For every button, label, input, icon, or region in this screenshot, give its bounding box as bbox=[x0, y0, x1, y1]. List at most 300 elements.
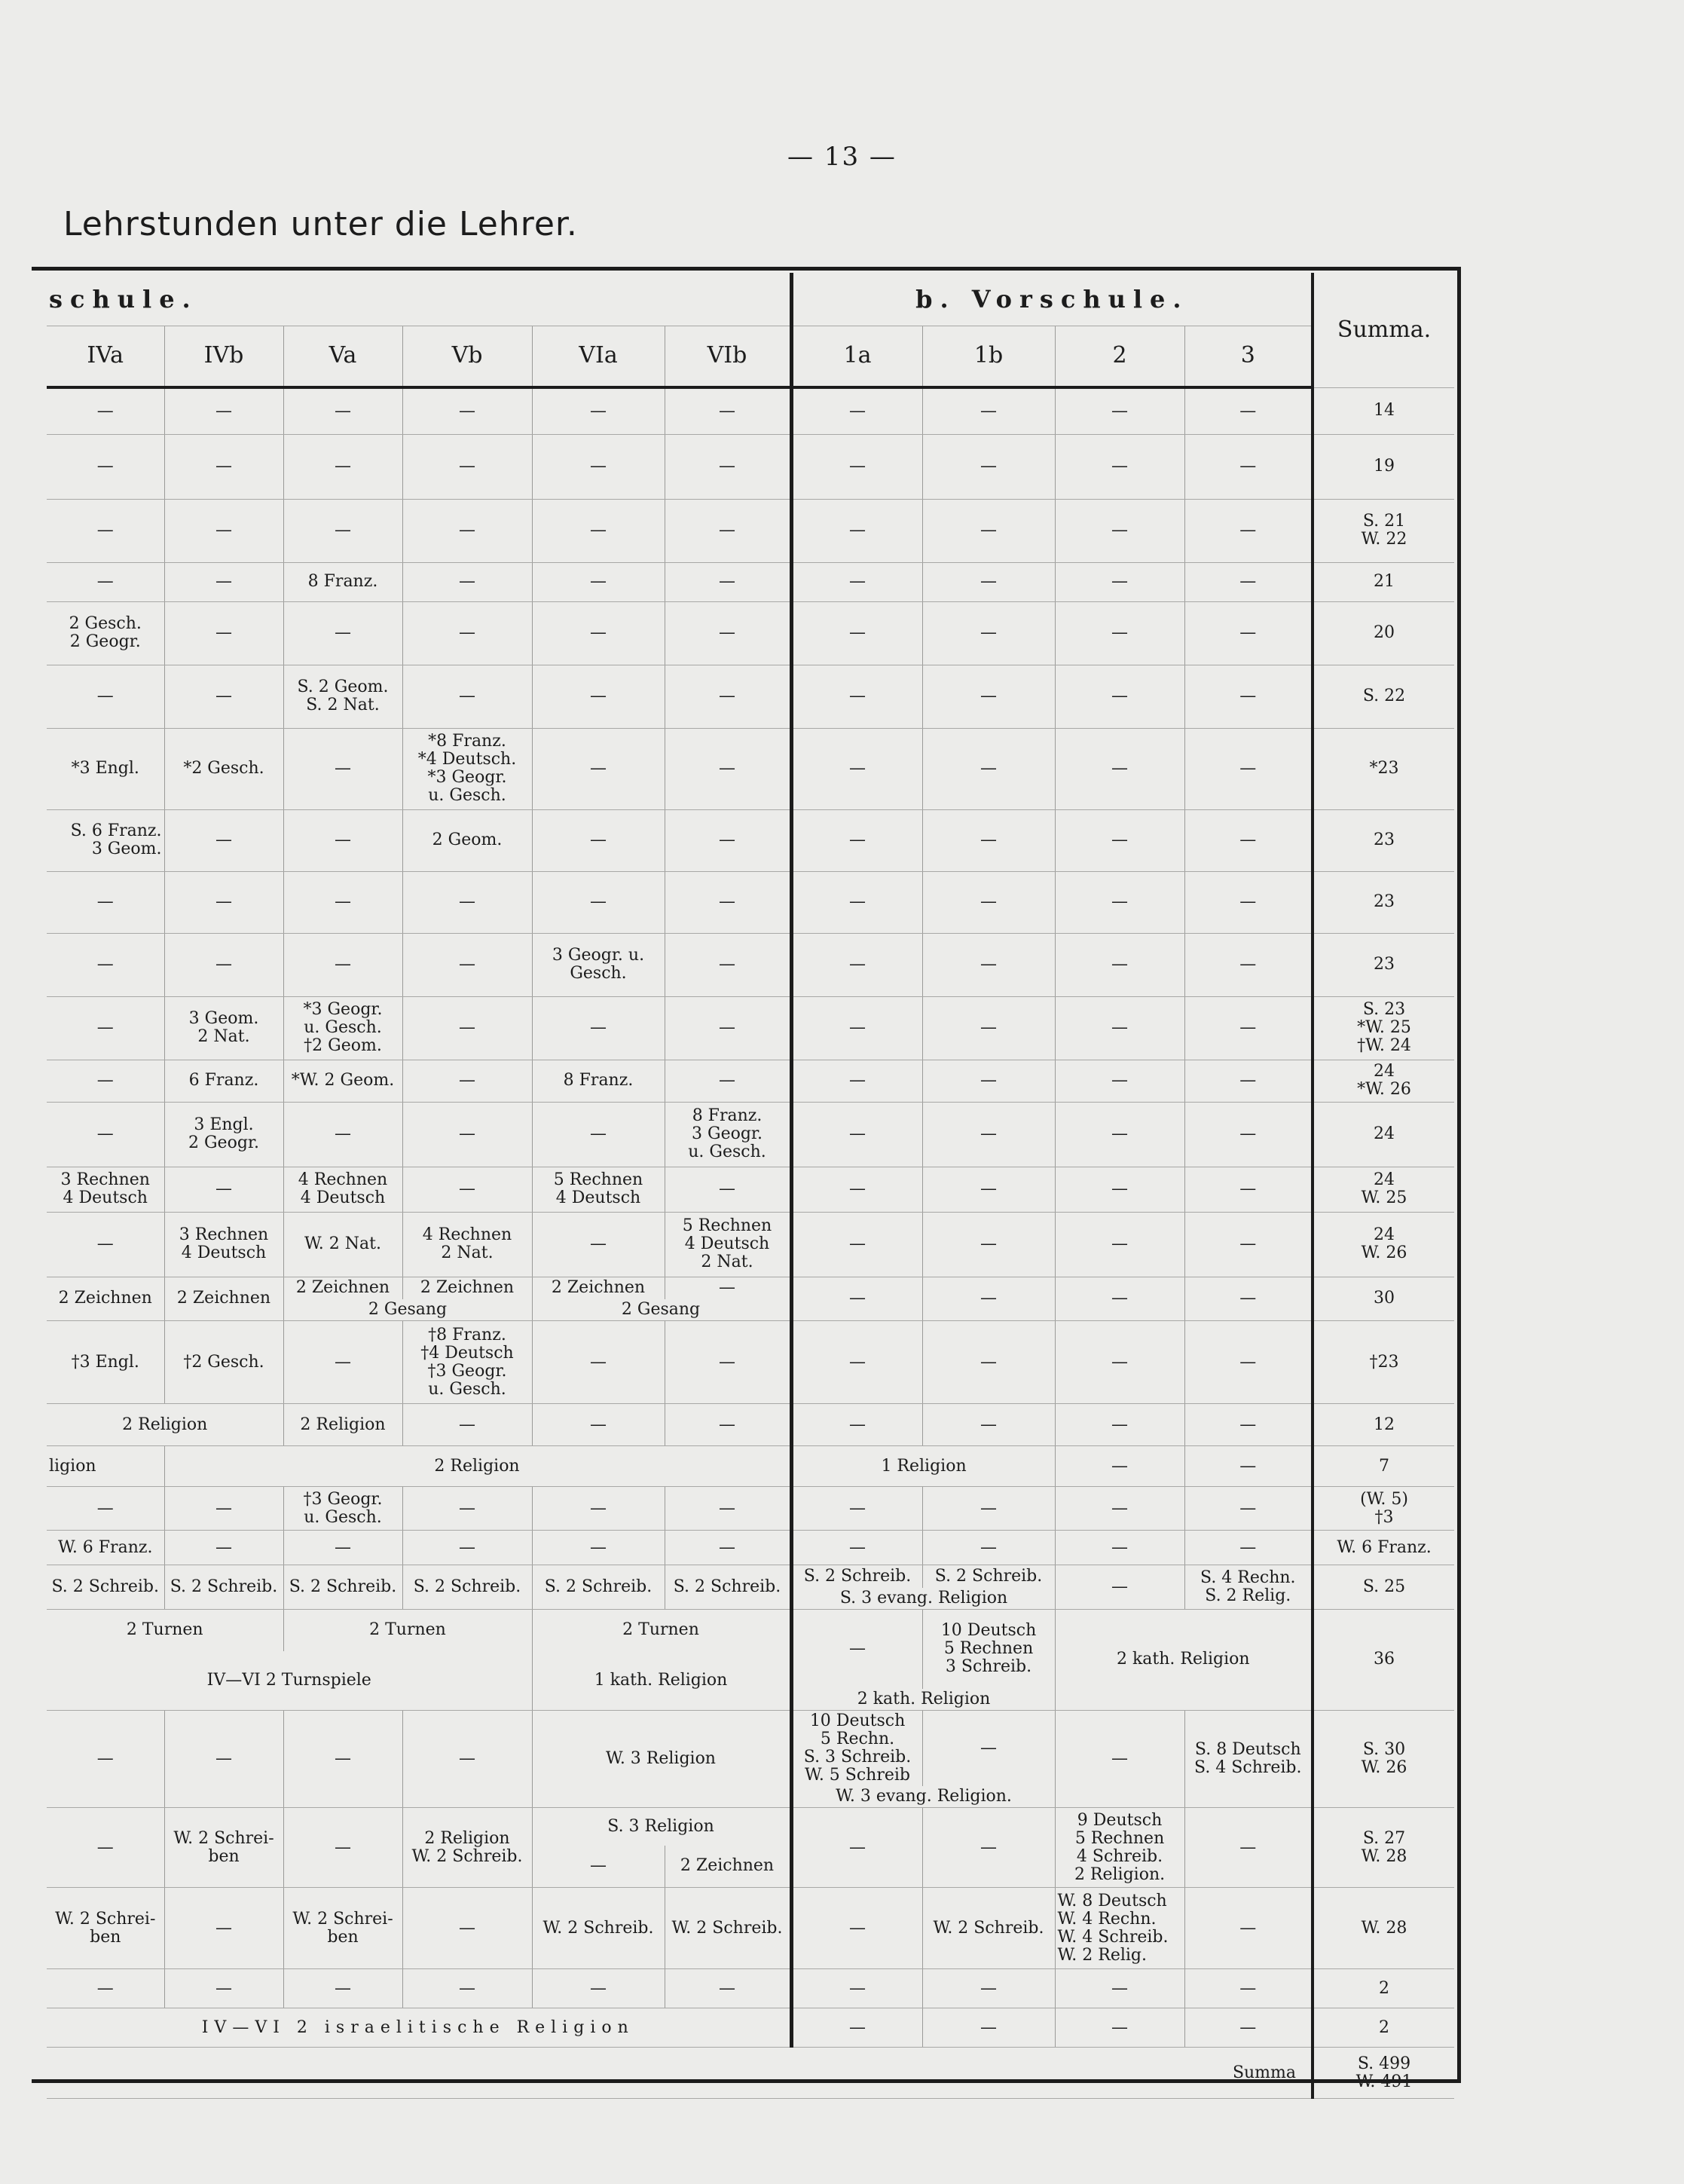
summa-cell: 21 bbox=[1313, 562, 1454, 601]
cell: — bbox=[665, 562, 791, 601]
summa-cell: S. 23 *W. 25 †W. 24 bbox=[1313, 996, 1454, 1060]
cell: — bbox=[665, 933, 791, 996]
cell: — bbox=[1184, 601, 1313, 665]
cell: IV—VI 2 israelitische Religion bbox=[47, 2008, 791, 2048]
cell: — bbox=[402, 1711, 532, 1808]
cell: 2 Zeichnen bbox=[532, 1277, 665, 1299]
cell: S. 2 Geom. S. 2 Nat. bbox=[283, 665, 402, 728]
cell: — bbox=[791, 871, 922, 933]
cell: 4 Rechnen 4 Deutsch bbox=[283, 1167, 402, 1212]
cell: — bbox=[164, 601, 283, 665]
cell: — bbox=[1055, 1531, 1184, 1565]
cell: — bbox=[791, 1888, 922, 1969]
cell: — bbox=[665, 1321, 791, 1404]
table-row bbox=[47, 809, 1454, 871]
cell: — bbox=[532, 1321, 665, 1404]
cell: 5 Rechnen 4 Deutsch 2 Nat. bbox=[665, 1212, 791, 1277]
cell: — bbox=[532, 601, 665, 665]
cell: — bbox=[665, 1060, 791, 1102]
cell: — bbox=[164, 387, 283, 434]
cell: W. 3 evang. Religion. bbox=[791, 1786, 1055, 1808]
table-row bbox=[47, 434, 1454, 499]
table-row bbox=[47, 871, 1454, 933]
cell: S. 2 Schreib. bbox=[283, 1565, 402, 1610]
cell: — bbox=[1184, 1102, 1313, 1167]
cell: — bbox=[1055, 809, 1184, 871]
cell: †3 Geogr. u. Gesch. bbox=[283, 1487, 402, 1531]
cell: — bbox=[1184, 665, 1313, 728]
summa-cell: S. 21 W. 22 bbox=[1313, 499, 1454, 562]
cell: S. 3 evang. Religion bbox=[791, 1588, 1055, 1610]
cell: — bbox=[922, 1102, 1055, 1167]
cell: — bbox=[922, 996, 1055, 1060]
cell: *8 Franz. *4 Deutsch. *3 Geogr. u. Gesch. bbox=[402, 728, 532, 809]
cell: — bbox=[791, 1404, 922, 1446]
cell: — bbox=[164, 434, 283, 499]
cell: 8 Franz. bbox=[283, 562, 402, 601]
cell: — bbox=[922, 1212, 1055, 1277]
cell: — bbox=[791, 665, 922, 728]
cell: 2 Gesang bbox=[532, 1299, 791, 1321]
column-header: 2 bbox=[1055, 326, 1184, 387]
cell: — bbox=[47, 499, 164, 562]
cell: — bbox=[532, 562, 665, 601]
cell: — bbox=[402, 562, 532, 601]
cell: W. 2 Schreib. bbox=[665, 1888, 791, 1969]
cell: — bbox=[164, 1531, 283, 1565]
cell: — bbox=[1055, 601, 1184, 665]
cell: — bbox=[1184, 387, 1313, 434]
table-row bbox=[47, 1711, 1454, 1787]
table-row bbox=[47, 1531, 1454, 1565]
cell: 2 Zeichnen bbox=[47, 1277, 164, 1321]
cell: — bbox=[1184, 1888, 1313, 1969]
cell: — bbox=[532, 665, 665, 728]
cell: — bbox=[665, 499, 791, 562]
summa-cell: 23 bbox=[1313, 809, 1454, 871]
cell: — bbox=[283, 1808, 402, 1888]
cell: — bbox=[665, 1531, 791, 1565]
cell: — bbox=[283, 1711, 402, 1808]
cell: — bbox=[532, 728, 665, 809]
cell: — bbox=[164, 499, 283, 562]
cell: — bbox=[665, 1404, 791, 1446]
summa-cell: 19 bbox=[1313, 434, 1454, 499]
cell: — bbox=[922, 601, 1055, 665]
cell: — bbox=[922, 1060, 1055, 1102]
table-row bbox=[47, 1060, 1454, 1102]
cell: — bbox=[922, 562, 1055, 601]
cell: S. 2 Schreib. bbox=[164, 1565, 283, 1610]
cell: — bbox=[402, 665, 532, 728]
section-b-title: b. Vorschule. bbox=[791, 273, 1313, 326]
cell: 2 Religion bbox=[283, 1404, 402, 1446]
cell: — bbox=[47, 871, 164, 933]
cell: — bbox=[791, 601, 922, 665]
cell: 6 Franz. bbox=[164, 1060, 283, 1102]
cell: †2 Gesch. bbox=[164, 1321, 283, 1404]
cell: — bbox=[922, 1808, 1055, 1888]
cell: — bbox=[47, 1487, 164, 1531]
cell: — bbox=[665, 809, 791, 871]
table-row bbox=[47, 1167, 1454, 1212]
cell: — bbox=[47, 434, 164, 499]
cell: — bbox=[47, 1969, 164, 2008]
cell: — bbox=[402, 933, 532, 996]
table-row bbox=[47, 1609, 1454, 1651]
table-row bbox=[47, 665, 1454, 728]
cell: — bbox=[532, 1102, 665, 1167]
cell: — bbox=[791, 1167, 922, 1212]
cell: — bbox=[665, 1487, 791, 1531]
table-row bbox=[47, 499, 1454, 562]
cell: — bbox=[922, 499, 1055, 562]
cell: — bbox=[283, 1102, 402, 1167]
cell: — bbox=[532, 1487, 665, 1531]
cell: — bbox=[922, 434, 1055, 499]
cell: S. 2 Schreib. bbox=[47, 1565, 164, 1610]
column-header: VIa bbox=[532, 326, 665, 387]
table-row bbox=[47, 1321, 1454, 1404]
cell: — bbox=[1055, 996, 1184, 1060]
summa-cell: 30 bbox=[1313, 1277, 1454, 1321]
cell: 1 Religion bbox=[791, 1446, 1055, 1487]
cell: — bbox=[922, 728, 1055, 809]
summa-cell: *23 bbox=[1313, 728, 1454, 809]
cell: *3 Geogr. u. Gesch. †2 Geom. bbox=[283, 996, 402, 1060]
table-row bbox=[47, 562, 1454, 601]
cell: — bbox=[402, 1060, 532, 1102]
cell: — bbox=[283, 1969, 402, 2008]
cell: 2 Turnen bbox=[532, 1609, 791, 1651]
cell: — bbox=[1184, 933, 1313, 996]
cell: — bbox=[1055, 1487, 1184, 1531]
table-row bbox=[47, 1888, 1454, 1969]
cell: S. 2 Schreib. bbox=[791, 1565, 922, 1588]
summa-cell: 2 bbox=[1313, 1969, 1454, 2008]
summa-cell: 23 bbox=[1313, 871, 1454, 933]
cell: — bbox=[1184, 1167, 1313, 1212]
cell: 3 Rechnen 4 Deutsch bbox=[164, 1212, 283, 1277]
cell: — bbox=[532, 387, 665, 434]
cell: *2 Gesch. bbox=[164, 728, 283, 809]
cell: — bbox=[665, 996, 791, 1060]
cell: 3 Engl. 2 Geogr. bbox=[164, 1102, 283, 1167]
cell: — bbox=[164, 1969, 283, 2008]
cell: — bbox=[1055, 387, 1184, 434]
cell: — bbox=[665, 1969, 791, 2008]
table-row bbox=[47, 1277, 1454, 1299]
cell: — bbox=[164, 809, 283, 871]
cell: — bbox=[922, 1404, 1055, 1446]
cell: W. 2 Schrei- ben bbox=[283, 1888, 402, 1969]
cell: — bbox=[1184, 1060, 1313, 1102]
cell: — bbox=[532, 1404, 665, 1446]
cell: — bbox=[1055, 1167, 1184, 1212]
cell: — bbox=[47, 387, 164, 434]
table-row bbox=[47, 387, 1454, 434]
cell: 2 Religion W. 2 Schreib. bbox=[402, 1808, 532, 1888]
cell: — bbox=[922, 2008, 1055, 2048]
cell: — bbox=[1055, 1446, 1184, 1487]
cell: 2 Religion bbox=[47, 1404, 283, 1446]
cell: — bbox=[402, 1404, 532, 1446]
cell: S. 6 Franz. 3 Geom. bbox=[47, 809, 164, 871]
cell: — bbox=[791, 1321, 922, 1404]
summa-cell: 2 bbox=[1313, 2008, 1454, 2048]
cell: — bbox=[1055, 1969, 1184, 2008]
cell: — bbox=[164, 1487, 283, 1531]
column-header-row bbox=[47, 326, 1454, 387]
cell: — bbox=[283, 387, 402, 434]
cell: 2 Gesang bbox=[283, 1299, 532, 1321]
cell: 2 Turnen bbox=[47, 1609, 283, 1651]
cell: — bbox=[791, 1531, 922, 1565]
cell: 2 Turnen bbox=[283, 1609, 532, 1651]
cell: — bbox=[532, 1846, 665, 1888]
summa-cell: S. 22 bbox=[1313, 665, 1454, 728]
cell: — bbox=[791, 562, 922, 601]
cell: — bbox=[922, 665, 1055, 728]
cell: — bbox=[164, 1167, 283, 1212]
cell: — bbox=[1184, 434, 1313, 499]
cell: — bbox=[922, 1321, 1055, 1404]
table-row bbox=[47, 728, 1454, 809]
summa-cell: 24 W. 26 bbox=[1313, 1212, 1454, 1277]
summa-cell: †23 bbox=[1313, 1321, 1454, 1404]
cell: 8 Franz. 3 Geogr. u. Gesch. bbox=[665, 1102, 791, 1167]
summa-cell: 24 *W. 26 bbox=[1313, 1060, 1454, 1102]
cell: — bbox=[922, 1711, 1055, 1787]
summa-cell: 23 bbox=[1313, 933, 1454, 996]
cell: 10 Deutsch 5 Rechnen 3 Schreib. bbox=[922, 1609, 1055, 1689]
cell: †8 Franz. †4 Deutsch †3 Geogr. u. Gesch. bbox=[402, 1321, 532, 1404]
cell: — bbox=[922, 871, 1055, 933]
cell: — bbox=[1184, 996, 1313, 1060]
cell: 2 Zeichnen bbox=[402, 1277, 532, 1299]
page-title: Lehrstunden unter die Lehrer. bbox=[63, 205, 578, 243]
cell: — bbox=[1055, 1404, 1184, 1446]
table-row bbox=[47, 1487, 1454, 1531]
cell: — bbox=[1184, 499, 1313, 562]
cell: — bbox=[47, 996, 164, 1060]
cell: — bbox=[1055, 1212, 1184, 1277]
cell: — bbox=[402, 387, 532, 434]
cell: — bbox=[1184, 1808, 1313, 1888]
cell: — bbox=[665, 728, 791, 809]
column-header: 1b bbox=[922, 326, 1055, 387]
cell: 2 Geom. bbox=[402, 809, 532, 871]
cell: 2 Zeichnen bbox=[665, 1846, 791, 1888]
cell: — bbox=[532, 871, 665, 933]
cell: — bbox=[283, 728, 402, 809]
cell: — bbox=[922, 1487, 1055, 1531]
cell: — bbox=[1055, 1277, 1184, 1321]
table-row bbox=[47, 1446, 1454, 1487]
teaching-hours-table bbox=[47, 273, 1454, 2099]
cell: — bbox=[402, 601, 532, 665]
cell: — bbox=[47, 1212, 164, 1277]
cell: — bbox=[1055, 2008, 1184, 2048]
column-header: IVb bbox=[164, 326, 283, 387]
totals-label: Summa bbox=[47, 2048, 1313, 2099]
cell: 2 Zeichnen bbox=[283, 1277, 402, 1299]
cell: — bbox=[402, 871, 532, 933]
cell: 3 Rechnen 4 Deutsch bbox=[47, 1167, 164, 1212]
summa-cell: S. 30 W. 26 bbox=[1313, 1711, 1454, 1808]
cell: — bbox=[1184, 1969, 1313, 2008]
summa-cell: 14 bbox=[1313, 387, 1454, 434]
cell: — bbox=[791, 728, 922, 809]
cell: 9 Deutsch 5 Rechnen 4 Schreib. 2 Religion. bbox=[1055, 1808, 1184, 1888]
cell: — bbox=[47, 562, 164, 601]
cell: — bbox=[1184, 1487, 1313, 1531]
cell: — bbox=[791, 1487, 922, 1531]
cell: — bbox=[665, 601, 791, 665]
cell: — bbox=[402, 1531, 532, 1565]
cell: — bbox=[665, 387, 791, 434]
cell: — bbox=[532, 1969, 665, 2008]
cell: — bbox=[283, 499, 402, 562]
cell: — bbox=[532, 996, 665, 1060]
cell: — bbox=[283, 1321, 402, 1404]
cell: — bbox=[791, 1609, 922, 1689]
cell: 5 Rechnen 4 Deutsch bbox=[532, 1167, 665, 1212]
cell: — bbox=[283, 601, 402, 665]
cell: — bbox=[1184, 1321, 1313, 1404]
cell: 8 Franz. bbox=[532, 1060, 665, 1102]
cell: S. 2 Schreib. bbox=[532, 1565, 665, 1610]
cell: — bbox=[1055, 434, 1184, 499]
cell: — bbox=[791, 499, 922, 562]
cell: S. 4 Rechn. S. 2 Relig. bbox=[1184, 1565, 1313, 1610]
cell: — bbox=[665, 1277, 791, 1299]
cell: — bbox=[1055, 871, 1184, 933]
cell: — bbox=[665, 434, 791, 499]
column-header: Vb bbox=[402, 326, 532, 387]
cell: — bbox=[532, 1531, 665, 1565]
cell: — bbox=[283, 809, 402, 871]
cell: W. 2 Schreib. bbox=[922, 1888, 1055, 1969]
cell: — bbox=[922, 387, 1055, 434]
cell: 3 Geogr. u. Gesch. bbox=[532, 933, 665, 996]
cell: — bbox=[402, 996, 532, 1060]
cell: — bbox=[1055, 1321, 1184, 1404]
cell: — bbox=[922, 1969, 1055, 2008]
cell: — bbox=[164, 871, 283, 933]
cell: — bbox=[791, 434, 922, 499]
summa-cell: S. 27 W. 28 bbox=[1313, 1808, 1454, 1888]
cell: S. 2 Schreib. bbox=[922, 1565, 1055, 1588]
cell: †3 Engl. bbox=[47, 1321, 164, 1404]
cell: — bbox=[791, 1060, 922, 1102]
cell: — bbox=[47, 1060, 164, 1102]
cell: — bbox=[47, 1102, 164, 1167]
cell: — bbox=[532, 434, 665, 499]
cell: — bbox=[402, 1888, 532, 1969]
cell: W. 8 Deutsch W. 4 Rechn. W. 4 Schreib. W. 2 Relig. bbox=[1055, 1888, 1184, 1969]
cell: — bbox=[922, 933, 1055, 996]
table-row bbox=[47, 601, 1454, 665]
summa-cell: 24 bbox=[1313, 1102, 1454, 1167]
cell: — bbox=[922, 1167, 1055, 1212]
cell: — bbox=[1055, 1102, 1184, 1167]
cell: — bbox=[1055, 665, 1184, 728]
cell: — bbox=[283, 1531, 402, 1565]
cell: *W. 2 Geom. bbox=[283, 1060, 402, 1102]
table-row bbox=[47, 933, 1454, 996]
cell: — bbox=[402, 1167, 532, 1212]
cell: 2 kath. Religion bbox=[791, 1689, 1055, 1711]
summa-cell: 12 bbox=[1313, 1404, 1454, 1446]
cell: 3 Geom. 2 Nat. bbox=[164, 996, 283, 1060]
section-a-title: schule. bbox=[47, 273, 791, 326]
cell: — bbox=[1184, 562, 1313, 601]
cell: S. 2 Schreib. bbox=[665, 1565, 791, 1610]
cell: W. 6 Franz. bbox=[47, 1531, 164, 1565]
cell: W. 2 Schreib. bbox=[532, 1888, 665, 1969]
cell: — bbox=[164, 665, 283, 728]
cell: — bbox=[47, 933, 164, 996]
cell: — bbox=[283, 871, 402, 933]
cell: — bbox=[1055, 1565, 1184, 1610]
table-row bbox=[47, 2008, 1454, 2048]
cell: — bbox=[1184, 2008, 1313, 2048]
cell: — bbox=[402, 1969, 532, 2008]
cell: — bbox=[164, 1711, 283, 1808]
cell: — bbox=[922, 1277, 1055, 1321]
table-row bbox=[47, 1565, 1454, 1588]
cell: — bbox=[791, 809, 922, 871]
cell: W. 2 Nat. bbox=[283, 1212, 402, 1277]
table-row bbox=[47, 1404, 1454, 1446]
section-header-row bbox=[47, 273, 1454, 326]
cell: — bbox=[665, 665, 791, 728]
column-header: VIb bbox=[665, 326, 791, 387]
cell: — bbox=[665, 871, 791, 933]
cell: — bbox=[1055, 933, 1184, 996]
column-header: 1a bbox=[791, 326, 922, 387]
cell: W. 3 Religion bbox=[532, 1711, 791, 1808]
cell: 2 Zeichnen bbox=[164, 1277, 283, 1321]
column-header: Va bbox=[283, 326, 402, 387]
cell: — bbox=[164, 1888, 283, 1969]
cell: — bbox=[402, 499, 532, 562]
totals-row bbox=[47, 2048, 1454, 2099]
cell: — bbox=[791, 2008, 922, 2048]
page-number: — 13 — bbox=[787, 142, 897, 172]
cell: — bbox=[665, 1167, 791, 1212]
cell: — bbox=[1184, 1446, 1313, 1487]
summa-cell: 24 W. 25 bbox=[1313, 1167, 1454, 1212]
cell: — bbox=[791, 996, 922, 1060]
cell: — bbox=[402, 1487, 532, 1531]
cell: — bbox=[532, 1212, 665, 1277]
table-row bbox=[47, 996, 1454, 1060]
cell: 4 Rechnen 2 Nat. bbox=[402, 1212, 532, 1277]
summa-cell: 36 bbox=[1313, 1609, 1454, 1711]
cell: — bbox=[1184, 728, 1313, 809]
cell: — bbox=[1055, 499, 1184, 562]
summa-cell: 20 bbox=[1313, 601, 1454, 665]
cell: IV—VI 2 Turnspiele bbox=[47, 1651, 532, 1711]
column-header: 3 bbox=[1184, 326, 1313, 387]
cell: S. 8 Deutsch S. 4 Schreib. bbox=[1184, 1711, 1313, 1808]
cell: — bbox=[47, 665, 164, 728]
cell: S. 2 Schreib. bbox=[402, 1565, 532, 1610]
table-row bbox=[47, 1212, 1454, 1277]
cell: — bbox=[1055, 1060, 1184, 1102]
